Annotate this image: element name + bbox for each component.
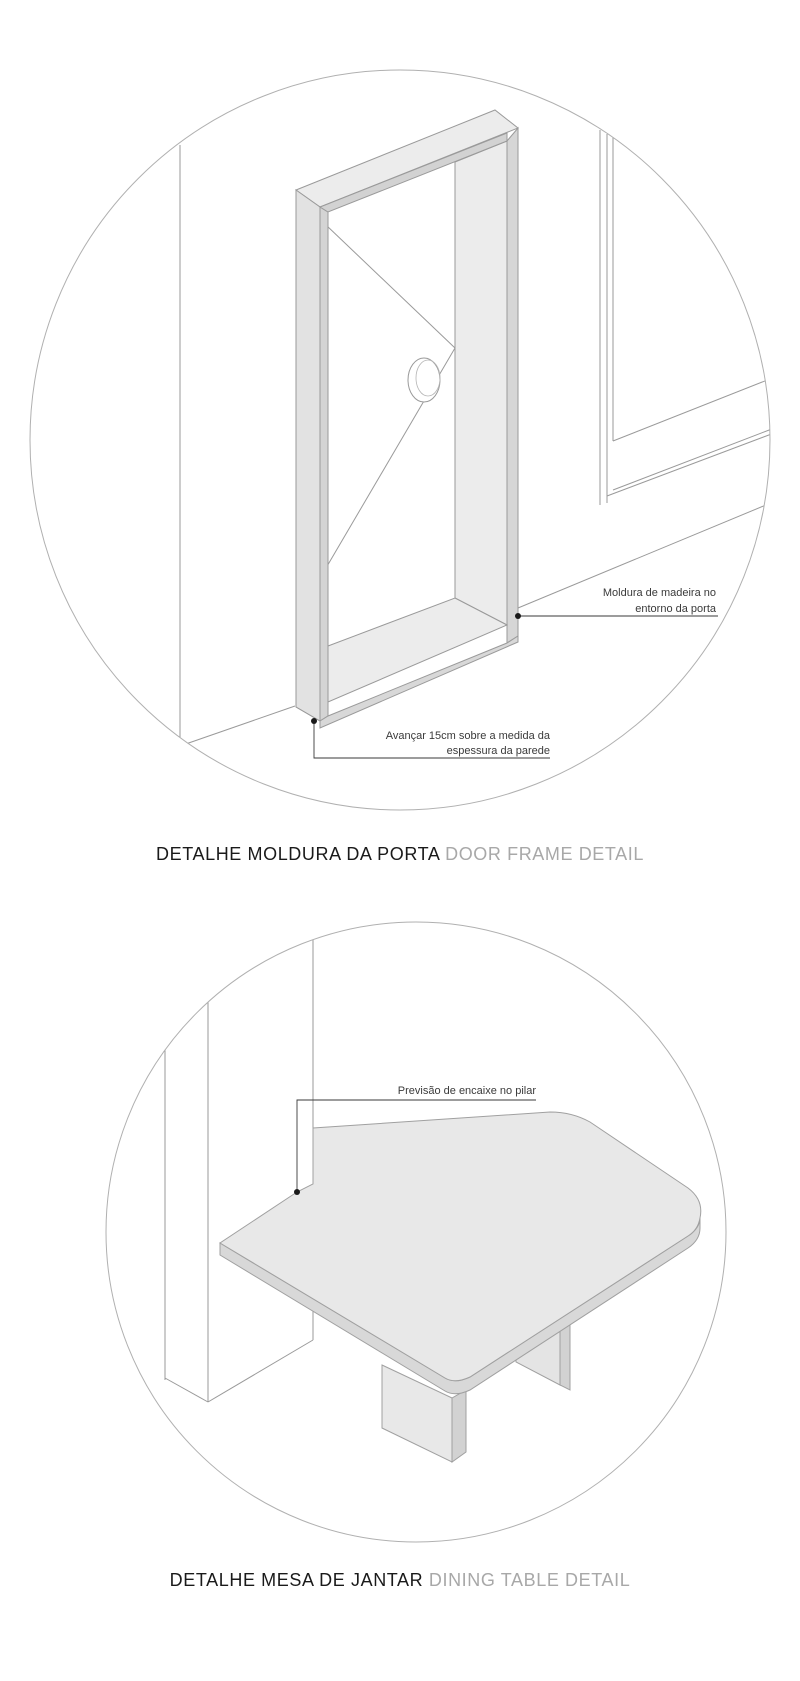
frame-bottom-inner-face bbox=[328, 598, 507, 702]
dining-table-caption bbox=[0, 1570, 800, 1591]
panel-bottom-line-1 bbox=[607, 427, 790, 496]
annotation-advance-line1: Avançar 15cm sobre a medida da bbox=[385, 730, 550, 742]
caption-pt: DETALHE MESA DE JANTAR bbox=[169, 1570, 424, 1590]
leader-dot bbox=[515, 613, 521, 619]
annotation-frame-line2: entorno da porta bbox=[635, 603, 716, 615]
door-frame bbox=[296, 110, 518, 728]
caption-pt: DETALHE MOLDURA DA PORTA bbox=[156, 844, 440, 864]
panel-top-line bbox=[613, 375, 780, 441]
floor-line-left bbox=[180, 706, 295, 746]
table bbox=[220, 1112, 701, 1462]
tabletop-surface bbox=[220, 1112, 701, 1381]
leader-dot bbox=[311, 718, 317, 724]
frame-right-inner-face bbox=[455, 141, 507, 625]
pillar-base-line-2 bbox=[208, 1340, 313, 1402]
annotation-advance-line2: espessura da parede bbox=[446, 745, 550, 757]
door-leaf-top bbox=[326, 225, 455, 348]
frame-left-face bbox=[296, 190, 320, 721]
pillar-top-line bbox=[208, 930, 313, 990]
pillar-base-line bbox=[165, 1378, 208, 1402]
leader-dot bbox=[294, 1189, 300, 1195]
annotation-pillar: Previsão de encaixe no pilar bbox=[397, 1085, 536, 1097]
annotation-frame-line1: Moldura de madeira no bbox=[602, 587, 716, 599]
door-frame-illustration bbox=[30, 70, 790, 810]
caption-en: DOOR FRAME DETAIL bbox=[445, 844, 644, 864]
panel-bottom-line-2 bbox=[613, 422, 790, 490]
dining-table-illustration bbox=[106, 922, 726, 1542]
caption-en: DINING TABLE DETAIL bbox=[428, 1570, 631, 1590]
door-frame-caption bbox=[0, 844, 800, 865]
